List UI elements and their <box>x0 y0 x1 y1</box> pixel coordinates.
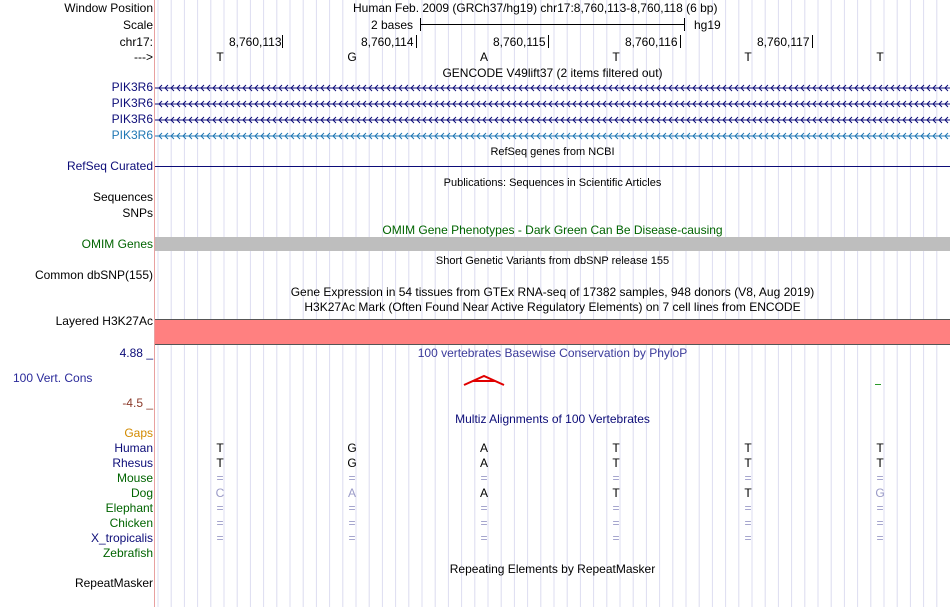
scale-bar <box>420 17 685 31</box>
alignment-base: = <box>612 501 620 515</box>
alignment-base: = <box>216 501 224 515</box>
alignment-base: = <box>480 531 488 545</box>
cons-track-title[interactable]: 100 vertebrates Basewise Conservation by PhyloP <box>417 346 688 360</box>
alignment-base: = <box>216 516 224 530</box>
cons-min-label: -4.5 _ <box>122 396 153 410</box>
window-position-text[interactable]: Human Feb. 2009 (GRCh37/hg19) chr17:8,760,113-8,760,118 (6 bp) <box>353 1 718 15</box>
snps-label[interactable]: SNPs <box>122 206 153 220</box>
refseq-gene-line[interactable] <box>155 166 950 167</box>
alignment-base: T <box>216 456 224 470</box>
cons-label[interactable]: 100 Vert. Cons <box>13 371 93 385</box>
refseq-label[interactable]: RefSeq Curated <box>66 159 153 173</box>
alignment-base: T <box>612 441 620 455</box>
species-label[interactable]: Dog <box>130 486 153 500</box>
scale-text: 2 bases <box>371 18 414 32</box>
alignment-base: T <box>216 441 224 455</box>
omim-track-title[interactable]: OMIM Gene Phenotypes - Dark Green Can Be Disease-causing <box>382 223 723 237</box>
window-position-label: Window Position <box>64 1 153 15</box>
alignment-base: = <box>744 501 752 515</box>
alignment-base: A <box>347 486 356 500</box>
gencode-track-title[interactable]: GENCODE V49lift37 (2 items filtered out) <box>442 66 663 80</box>
alignment-base: T <box>876 456 884 470</box>
scale-label: Scale <box>122 18 153 32</box>
coord-5: 8,760,117 <box>757 35 813 49</box>
alignment-base: T <box>612 486 620 500</box>
alignment-base: G <box>347 441 357 455</box>
alignment-base: T <box>612 456 620 470</box>
alignment-base: G <box>875 486 885 500</box>
alignment-base: = <box>744 531 752 545</box>
alignment-base: A <box>479 486 488 500</box>
gencode-transcripts[interactable] <box>155 80 950 142</box>
alignment-base: = <box>612 516 620 530</box>
gencode-item-label[interactable]: PIK3R6 <box>111 96 153 110</box>
phylop-low-mark <box>875 384 881 385</box>
alignment-base: = <box>216 471 224 485</box>
alignment-base: C <box>215 486 225 500</box>
alignment-base: = <box>612 471 620 485</box>
species-label[interactable]: Chicken <box>109 516 153 530</box>
gencode-item-label[interactable]: PIK3R6 <box>111 80 153 94</box>
ref-base: T <box>876 50 884 64</box>
species-label[interactable]: Mouse <box>116 471 153 485</box>
alignment-base: = <box>348 471 356 485</box>
alignment-base: A <box>479 441 488 455</box>
alignment-base: = <box>744 516 752 530</box>
species-label[interactable]: X_tropicalis <box>90 531 153 545</box>
gencode-item-label[interactable]: PIK3R6 <box>111 128 153 142</box>
publications-track-title[interactable]: Publications: Sequences in Scientific Articles <box>443 177 662 189</box>
gtex-track-title[interactable]: Gene Expression in 54 tissues from GTEx RNA-seq of 17382 samples, 948 donors (V8, Aug 2019) <box>290 285 815 299</box>
species-label[interactable]: Rhesus <box>112 456 153 470</box>
coord-1: 8,760,113 <box>229 35 282 49</box>
sequences-label[interactable]: Sequences <box>92 190 153 204</box>
alignment-base: = <box>744 471 752 485</box>
h3k27ac-label[interactable]: Layered H3K27Ac <box>55 314 153 328</box>
alignment-base: = <box>216 531 224 545</box>
species-label[interactable]: Human <box>114 441 153 455</box>
omim-label[interactable]: OMIM Genes <box>81 237 153 251</box>
alignment-base: = <box>348 501 356 515</box>
species-label[interactable]: Elephant <box>105 501 153 515</box>
alignment-base: = <box>480 501 488 515</box>
multiz-track-title[interactable]: Multiz Alignments of 100 Vertebrates <box>455 412 650 426</box>
gaps-label[interactable]: Gaps <box>124 426 153 440</box>
alignment-base: T <box>744 441 752 455</box>
dbsnp-track-title[interactable]: Short Genetic Variants from dbSNP release 155 <box>435 255 670 267</box>
alignment-base: = <box>876 516 884 530</box>
gencode-item-label[interactable]: PIK3R6 <box>111 112 153 126</box>
alignment-base: T <box>744 486 752 500</box>
ref-base: T <box>216 50 224 64</box>
species-label[interactable]: Zebrafish <box>102 546 153 560</box>
alignment-base: = <box>480 516 488 530</box>
alignment-base: T <box>744 456 752 470</box>
alignment-base: = <box>876 501 884 515</box>
ref-base: G <box>347 50 357 64</box>
alignment-base: = <box>348 516 356 530</box>
alignment-base: = <box>348 531 356 545</box>
alignment-base: G <box>347 456 357 470</box>
strand-arrow-label[interactable]: ---> <box>134 50 153 64</box>
dbsnp-label[interactable]: Common dbSNP(155) <box>34 268 153 282</box>
repeatmasker-label[interactable]: RepeatMasker <box>74 576 153 590</box>
repeatmasker-track-title[interactable]: Repeating Elements by RepeatMasker <box>449 562 656 576</box>
omim-bar[interactable] <box>155 237 950 251</box>
chrom-label: chr17: <box>119 35 153 49</box>
alignment-base: = <box>876 471 884 485</box>
alignment-base: = <box>480 471 488 485</box>
coord-4: 8,760,116 <box>625 35 681 49</box>
ref-base: A <box>479 50 488 64</box>
refseq-track-title[interactable]: RefSeq genes from NCBI <box>490 146 615 158</box>
ref-base: T <box>612 50 620 64</box>
alignment-base: T <box>876 441 884 455</box>
coord-3: 8,760,115 <box>493 35 549 49</box>
alignment-base: A <box>479 456 488 470</box>
h3k27ac-signal[interactable] <box>155 319 950 345</box>
coord-2: 8,760,114 <box>361 35 417 49</box>
phylop-peak[interactable] <box>463 374 505 386</box>
cons-max-label: 4.88 _ <box>119 346 153 360</box>
h3k27ac-track-title[interactable]: H3K27Ac Mark (Often Found Near Active Regulatory Elements) on 7 cell lines from ENCODE <box>304 300 801 314</box>
alignment-base: = <box>612 531 620 545</box>
ref-base: T <box>744 50 752 64</box>
alignment-base: = <box>876 531 884 545</box>
scale-db: hg19 <box>694 18 721 32</box>
